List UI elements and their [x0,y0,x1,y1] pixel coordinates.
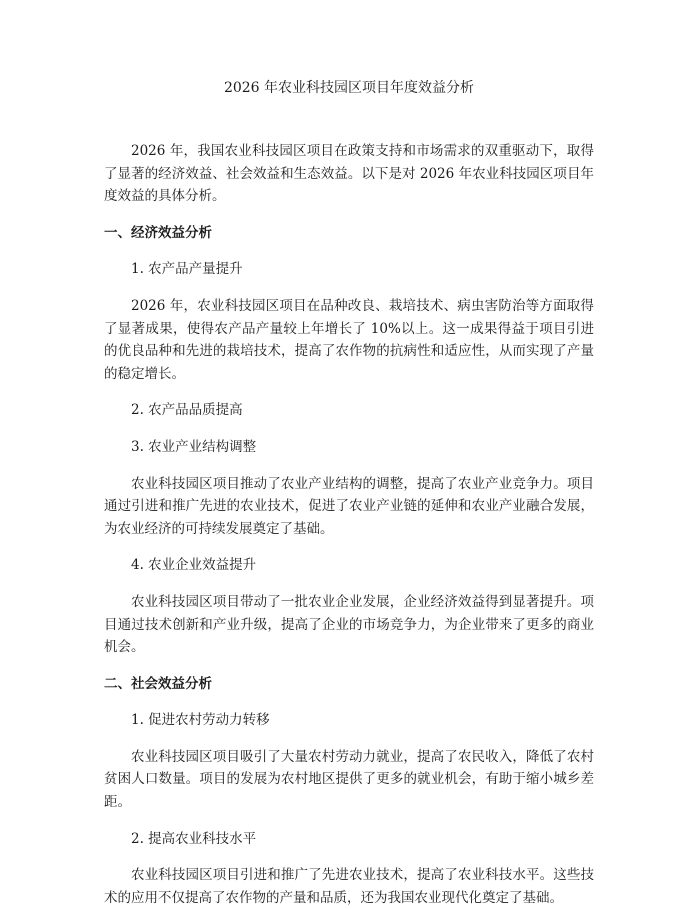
subheading-quality: 2. 农产品品质提高 [131,402,243,419]
paragraph-enterprise: 农业科技园区项目带动了一批农业企业发展，企业经济效益得到显著提升。项目通过技术创新和产业升级，提高了企业的市场竞争力，为企业带来了更多的商业机会。 [104,593,594,656]
document-title: 2026 年农业科技园区项目年度效益分析 [223,80,475,96]
section-heading-economic: 一、经济效益分析 [104,224,212,241]
subheading-tech-level: 2. 提高农业科技水平 [131,830,257,847]
subheading-yield: 1. 农产品产量提升 [131,261,243,278]
paragraph-tech-level: 农业科技园区项目引进和推广了先进农业技术，提高了农业科技水平。这些技术的应用不仅提高了农作物的产量和品质，还为我国农业现代化奠定了基础。 [104,867,594,906]
subheading-structure: 3. 农业产业结构调整 [131,438,257,455]
paragraph-structure: 农业科技园区项目推动了农业产业结构的调整，提高了农业产业竞争力。项目通过引进和推广先进的农业技术，促进了农业产业链的延伸和农业产业融合发展，为农业经济的可持续发展奠定了基础。 [104,475,594,537]
subheading-enterprise: 4. 农业企业效益提升 [131,557,257,574]
section-heading-social: 二、社会效益分析 [104,675,212,692]
intro-paragraph: 2026 年，我国农业科技园区项目在政策支持和市场需求的双重驱动下，取得了显著的经济效益、社会效益和生态效益。以下是对 2026 年农业科技园区项目年度效益的具体分析。 [104,143,594,205]
paragraph-labor: 农业科技园区项目吸引了大量农村劳动力就业，提高了农民收入，降低了农村贫困人口数量。项目的发展为农村地区提供了更多的就业机会，有助于缩小城乡差距。 [104,748,594,811]
subheading-labor: 1. 促进农村劳动力转移 [131,712,270,729]
paragraph-yield: 2026 年，农业科技园区项目在品种改良、栽培技术、病虫害防治等方面取得了显著成果，使得农产品产量较上年增长了 10%以上。这一成果得益于项目引进的优良品种和先进的栽培技术，提高了农作物的抗病性和适应性，从而实现了产量的稳定增长。 [104,297,594,382]
